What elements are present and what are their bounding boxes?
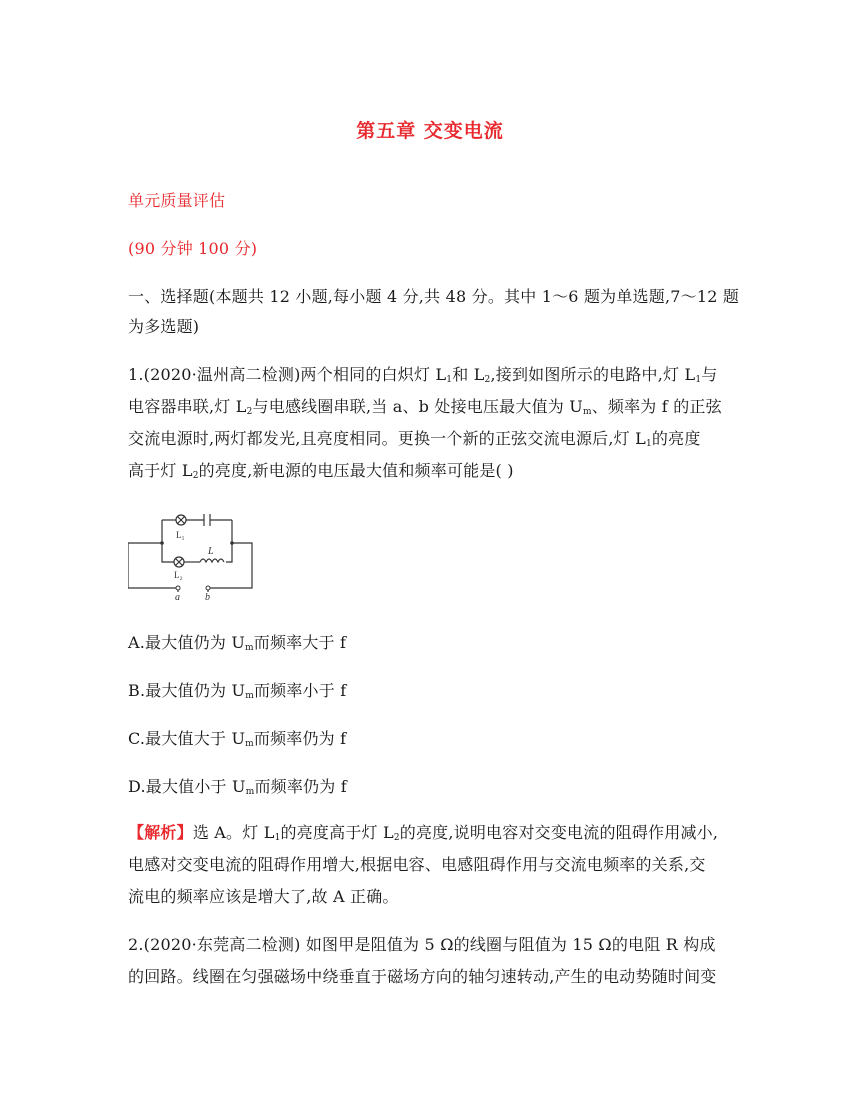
label-inductor: L [208, 546, 214, 557]
label-b: b [205, 592, 210, 602]
label-a: a [175, 592, 180, 602]
q1-analysis-line2: 电感对交变电流的阻碍作用增大,根据电容、电感阻碍作用与交流电频率的关系,交 [128, 855, 706, 874]
inductor-coil [200, 559, 224, 562]
q1-line1: 1.(2020·温州高二检测)两个相同的白炽灯 $L_1$和 $L_2$,接到如图所示的电路中,灯 $L_1$与 [128, 365, 718, 385]
q1-analysis-line3: 流电的频率应该是增大了,故 A 正确。 [128, 887, 399, 906]
circuit-diagram [128, 510, 258, 602]
circuit-wire-left [128, 520, 178, 592]
terminal-a [176, 586, 180, 590]
analysis-tag: 【解析】 [128, 823, 193, 842]
q1-option-a: A.最大值仍为 $U_m$而频率大于 f [128, 633, 347, 653]
q1-line4: 高于灯 $L_2$的亮度,新电源的电压最大值和频率可能是( ) [128, 461, 514, 481]
q1-line2: 电容器串联,灯 $L_2$与电感线圈串联,当 a、b 处接电压最大值为 $U_m$、频率为 f 的正弦 [128, 397, 722, 417]
q2-line1: 2.(2020·东莞高二检测) 如图甲是阻值为 5 Ω的线圈与阻值为 15 Ω的电阻 R 构成 [128, 935, 716, 954]
circuit-wire-right [208, 520, 252, 592]
chapter-title: 第五章 交变电流 [356, 120, 504, 142]
q1-line3: 交流电源时,两灯都发光,且亮度相同。更换一个新的正弦交流电源后,灯 $L_1$的亮度 [128, 429, 701, 449]
q1-option-d: D.最大值小于 $U_m$而频率仍为 f [128, 777, 347, 797]
part1-instruction-line1: 一、选择题(本题共 12 小题,每小题 4 分,共 48 分。其中 1～6 题为单选题,7～12 题 [128, 287, 740, 306]
label-l1: L₁ [176, 530, 185, 540]
section-heading: 单元质量评估 [128, 191, 226, 210]
label-l2: L₂ [174, 570, 183, 580]
q2-line2: 的回路。线圈在匀强磁场中绕垂直于磁场方向的轴匀速转动,产生的电动势随时间变 [128, 967, 717, 986]
terminal-b [206, 586, 210, 590]
q1-option-c: C.最大值大于 $U_m$而频率仍为 f [128, 729, 347, 749]
q1-analysis-line1: 【解析】选 A。灯 $L_1$的亮度高于灯 $L_2$的亮度,说明电容对交变电流的阻碍作用减小, [128, 823, 719, 843]
q1-option-b: B.最大值仍为 $U_m$而频率小于 f [128, 681, 347, 701]
part1-instruction-line2: 为多选题) [128, 317, 200, 336]
exam-duration: (90 分钟 100 分) [128, 239, 258, 258]
